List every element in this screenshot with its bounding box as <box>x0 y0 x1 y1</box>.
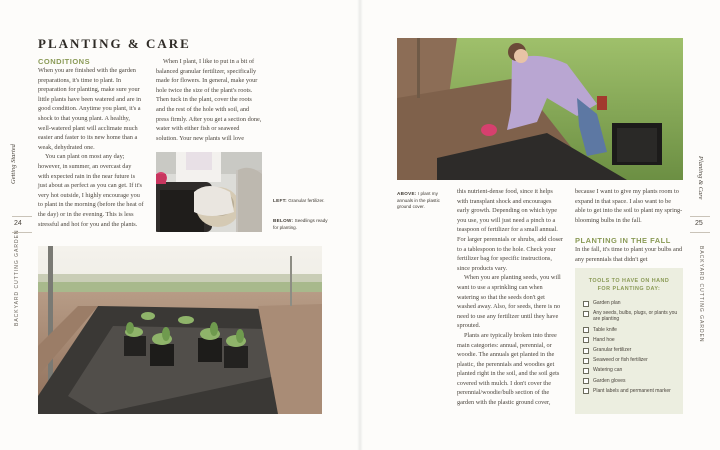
checklist-item-label: Table knife <box>593 326 617 333</box>
right-column-2 <box>575 187 683 225</box>
checkbox-icon <box>583 348 589 354</box>
fall-heading: PLANTING IN THE FALL <box>575 236 671 245</box>
caption-left <box>273 198 333 205</box>
tools-checklist-title: TOOLS TO HAVE ON HAND FOR PLANTING DAY: <box>588 278 670 292</box>
seedlings-photo <box>38 246 322 414</box>
tools-checklist <box>583 300 679 398</box>
checkbox-icon <box>583 388 589 394</box>
checklist-item <box>583 388 679 394</box>
fertilizer-photo <box>156 152 262 232</box>
section-side-label: Getting Started <box>10 144 17 184</box>
checkbox-icon <box>583 378 589 384</box>
running-book-title: BACKYARD CUTTING GARDEN <box>698 246 704 343</box>
checklist-item-label: Garden plan <box>593 300 621 306</box>
paragraph: this nutrient-dense food, since it helps with transplant shock and encourages early growth. Depending on which type you use, you will just need a pinch to a teaspoon of fertilizer for a small annual. For larger perennials or shrubs, add closer to a tablespoon to the hole. Check your fertilizer bag for specific instructions, since products vary. <box>457 188 564 272</box>
right-column-1 <box>457 187 565 408</box>
paragraph: because I want to give my plants room to expand in that space. I also want to be able to get into the soil to plant my spring-blooming bulbs in the fall. <box>575 188 683 224</box>
conditions-heading: CONDITIONS <box>38 57 91 66</box>
checkbox-icon <box>583 327 589 333</box>
checkbox-icon <box>583 301 589 307</box>
caption-below <box>273 218 333 231</box>
caption-text: I plant my annuals in the plastic ground cover. <box>397 191 440 209</box>
checklist-item <box>583 367 679 373</box>
checklist-item-label: Hand hoe <box>593 336 615 343</box>
planting-image <box>397 38 683 180</box>
checkbox-icon <box>583 311 589 317</box>
paragraph: Plants are typically broken into three main categories: annual, perennial, or woodie. The annuals get planted in the plastic, the perennials and woodies get planted right in the soil, and the soil gets covered with mulch. I don't cover the perennial/woodie/bulb section of the garden with the plastic ground cover, <box>457 331 560 407</box>
paragraph: When you are planting seeds, you will want to use a sprinkling can when watering so that the seeds don't get washed away. Also, for seeds, there is no need to use any fertilizer until they have sprouted. <box>457 274 561 330</box>
checklist-item <box>583 337 679 343</box>
caption-label: BELOW: <box>273 218 294 223</box>
caption-text: Granular fertilizer. <box>288 198 325 203</box>
checklist-item <box>583 310 679 322</box>
caption-text: Seedlings ready for planting. <box>273 218 328 230</box>
paragraph: You can plant on most any day; however, in summer, an overcast day with expected rain in the near future is just about as perfect as you can get. If it's very hot outside, I highly encourage you to plant in the morning (before the heat of the day) or in the evening. This is less stressful and hot for you and the plants. <box>38 153 144 228</box>
section-side-label: Planting & Care <box>697 156 704 200</box>
checklist-item <box>583 347 679 353</box>
checklist-item-label: Any seeds, bulbs, plugs, or plants you are planting <box>593 310 678 323</box>
page-number: 24 <box>14 220 22 227</box>
caption-above <box>397 191 453 211</box>
checkbox-icon <box>583 358 589 364</box>
checklist-item <box>583 327 679 333</box>
checklist-item <box>583 357 679 363</box>
running-book-title: BACKYARD CUTTING GARDEN <box>14 229 20 326</box>
planting-photo <box>397 38 683 180</box>
paragraph: When you are finished with the garden preparations, it's time to plant. In preparation for planting, make sure your little plants have been watered and are in good condition. Anytime you plant, it's a shock to that young plant. A healthy, well-watered plant will acclimate much easier and faster to its new home than a weak, dehydrated one. <box>38 67 141 151</box>
paragraph: When I plant, I like to put in a bit of balanced granular fertilizer, specifically made for flowers. In general, make your hole twice the size of the plant's roots. Then tuck in the plant, cover the roots and the rest of the hole with soil, and press firmly. After you get a section done, water with either fish or seaweed solution. Your new plants will love <box>156 58 262 142</box>
paragraph: In the fall, it's time to plant your bulbs and any perennials that didn't get <box>575 246 683 263</box>
checkbox-icon <box>583 337 589 343</box>
left-column-2 <box>156 57 262 143</box>
book-gutter <box>357 0 363 450</box>
checklist-item <box>583 300 679 306</box>
caption-label: ABOVE: <box>397 191 417 196</box>
page-number-divider <box>12 216 32 217</box>
page-title: PLANTING & CARE <box>38 36 191 51</box>
left-column-1 <box>38 66 144 229</box>
tools-checklist-box <box>575 268 683 414</box>
fertilizer-image <box>156 152 262 232</box>
checklist-item-label: Watering can <box>593 367 623 374</box>
page-number: 25 <box>695 220 703 227</box>
checklist-item-label: Garden gloves <box>593 377 626 384</box>
page-number-divider <box>690 216 710 217</box>
checklist-item-label: Plant labels and permanent marker <box>593 387 671 394</box>
checklist-item-label: Seaweed or fish fertilizer <box>593 357 648 364</box>
checklist-item-label: Granular fertilizer <box>593 347 632 354</box>
fall-text <box>575 245 683 264</box>
checklist-item <box>583 378 679 384</box>
page-number-divider <box>690 232 710 233</box>
seedlings-image <box>38 246 322 414</box>
checkbox-icon <box>583 368 589 374</box>
caption-label: LEFT: <box>273 198 288 203</box>
